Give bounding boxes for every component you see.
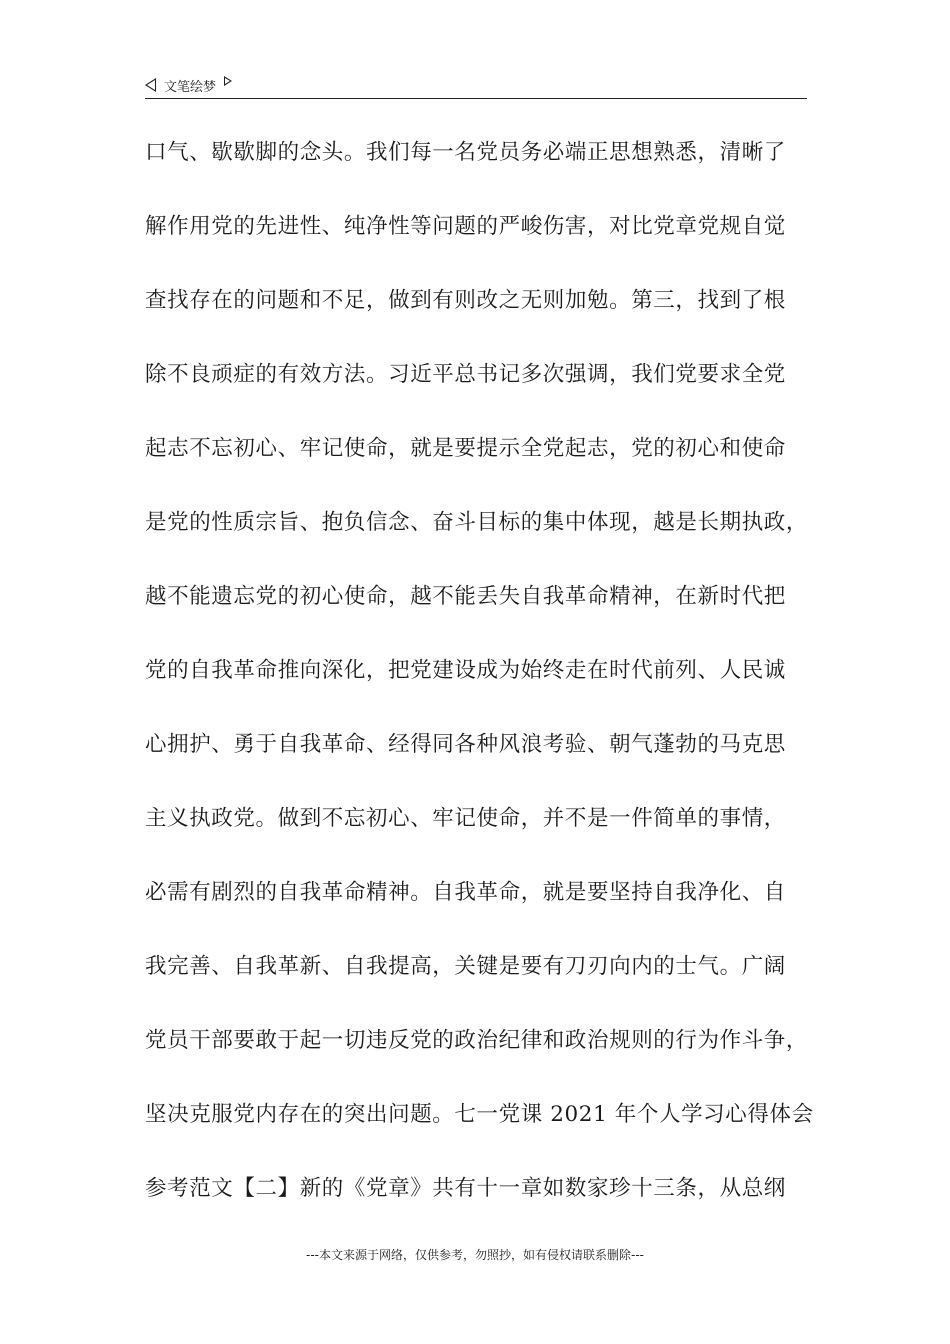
body-line: 必需有剧烈的自我革命精神。自我革命，就是要坚持自我净化、自 (145, 880, 786, 905)
body-line: 参考范文【二】新的《党章》共有十一章如数家珍十三条，从总纲 (145, 1176, 786, 1201)
document-body (145, 134, 825, 1244)
body-line: 坚决克服党内存在的突出问题。七一党课 2021 年个人学习心得体会 (145, 1102, 814, 1127)
body-line: 越不能遗忘党的初心使命，越不能丢失自我革命精神，在新时代把 (145, 584, 786, 609)
body-line: 主义执政党。做到不忘初心、牢记使命，并不是一件简单的事情， (145, 806, 786, 831)
body-line: 查找存在的问题和不足，做到有则改之无则加勉。第三，找到了根 (145, 288, 786, 313)
body-line: 是党的性质宗旨、抱负信念、奋斗目标的集中体现，越是长期执政， (145, 510, 809, 535)
body-line: 我完善、自我革新、自我提高，关键是要有刀刃向内的士气。广阔 (145, 954, 786, 979)
body-line: 党的自我革命推向深化，把党建设成为始终走在时代前列、人民诚 (145, 658, 786, 683)
body-line: 起志不忘初心、牢记使命，就是要提示全党起志，党的初心和使命 (145, 436, 786, 461)
body-line: 解作用党的先进性、纯净性等问题的严峻伤害，对比党章党规自觉 (145, 214, 786, 239)
page-header (145, 72, 807, 99)
triangle-right-icon (224, 76, 232, 86)
page-footer: ---本文来源于网络，仅供参考，勿照抄，如有侵权请联系删除--- (306, 1248, 644, 1262)
body-line: 除不良顽症的有效方法。习近平总书记多次强调，我们党要求全党 (145, 362, 786, 387)
body-line: 党员干部要敢于起一切违反党的政治纪律和政治规则的行为作斗争， (145, 1028, 809, 1053)
header-title: 文笔绘梦 (164, 79, 217, 95)
triangle-left-icon (145, 78, 156, 92)
body-line: 心拥护、勇于自我革命、经得同各种风浪考验、朝气蓬勃的马克思 (145, 732, 786, 757)
body-line: 口气、歇歇脚的念头。我们每一名党员务必端正思想熟悉，清晰了 (145, 140, 786, 165)
